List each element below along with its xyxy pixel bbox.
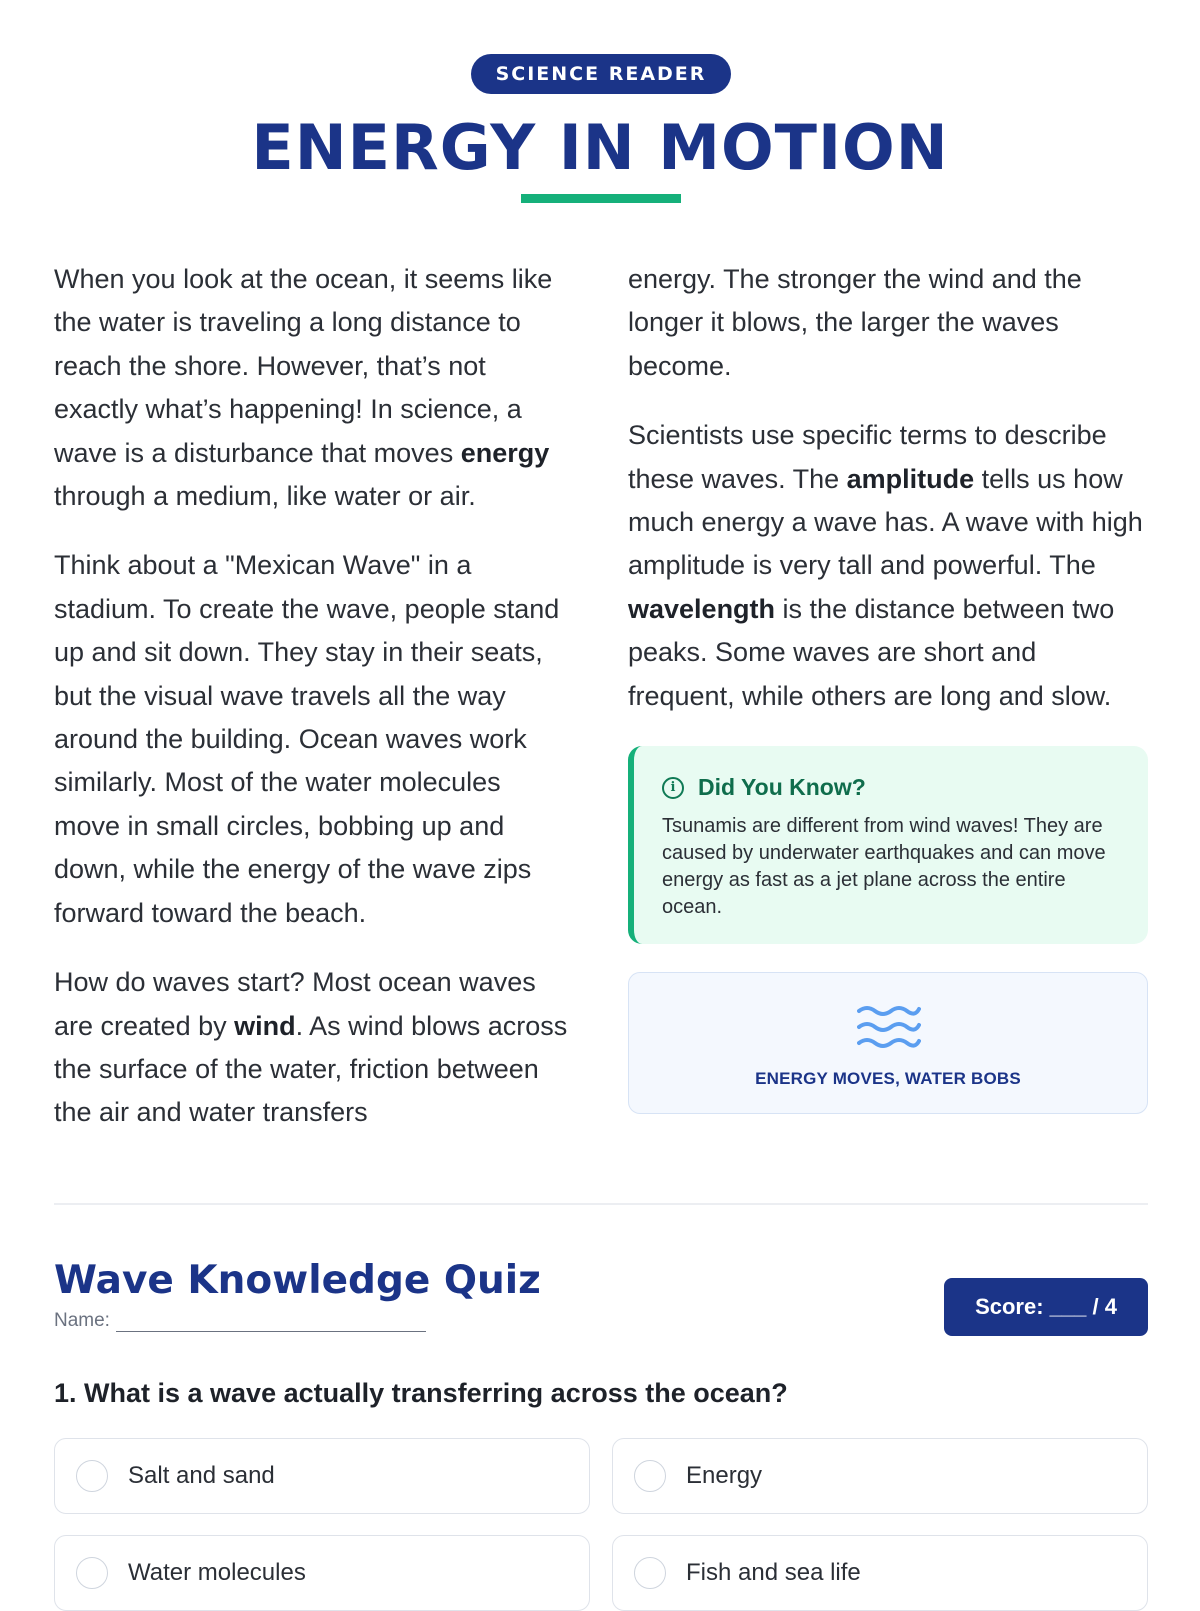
did-you-know-header xyxy=(662,774,1118,801)
answer-option-label: Water molecules xyxy=(128,1559,306,1586)
article-paragraph: How do waves start? Most ocean waves are created by wind. As wind blows across the surface of the water, friction between the air and water transfers xyxy=(54,967,568,1128)
answer-option[interactable] xyxy=(612,1438,1148,1514)
answer-option-label: Energy xyxy=(686,1462,763,1489)
title-underline xyxy=(521,194,681,203)
section-divider xyxy=(54,1203,1148,1205)
article-paragraph: When you look at the ocean, it seems like the water is traveling a long distance to reach the shore. However, that’s not exactly what’s happening! In science, a wave is a disturbance that moves energy through a medium, like water or air. xyxy=(54,264,553,512)
article-paragraph: Think about a "Mexican Wave" in a stadium. To create the wave, people stand up and sit down. They stay in their seats, but the visual wave travels all the way around the building. Ocean waves work similarly. Most of the water molecules move in small circles, bobbing up and down, while the energy of the wave zips forward toward the beach. xyxy=(54,550,560,928)
did-you-know-body: Tsunamis are different from wind waves! They are caused by underwater earthquakes and can move energy as fast as a jet plane across the entire ocean. xyxy=(662,815,1106,918)
quiz-question: 1. What is a wave actually transferring across the ocean? xyxy=(54,1378,788,1408)
quiz-title: Wave Knowledge Quiz xyxy=(54,1258,541,1303)
page-title: ENERGY IN MOTION xyxy=(251,111,949,184)
section-badge: SCIENCE READER xyxy=(471,54,731,94)
article-paragraph: energy. The stronger the wind and the longer it blows, the larger the waves become. xyxy=(628,264,1082,381)
did-you-know-title: Did You Know? xyxy=(698,774,866,800)
radio-button[interactable] xyxy=(76,1557,108,1589)
score-box: Score: ___ / 4 xyxy=(944,1278,1148,1336)
key-term: wind xyxy=(234,1010,296,1041)
figure-caption: ENERGY MOVES, WATER BOBS xyxy=(755,1069,1021,1088)
name-field[interactable] xyxy=(54,1310,426,1332)
answer-option[interactable] xyxy=(54,1438,590,1514)
radio-button[interactable] xyxy=(76,1460,108,1492)
name-label: Name: xyxy=(54,1310,110,1331)
info-icon: i xyxy=(662,777,684,799)
answer-option-label: Fish and sea life xyxy=(686,1559,861,1586)
did-you-know-box xyxy=(628,746,1148,944)
radio-button[interactable] xyxy=(634,1557,666,1589)
waves-icon xyxy=(857,1003,921,1051)
wave-figure xyxy=(628,972,1148,1114)
radio-button[interactable] xyxy=(634,1460,666,1492)
answer-option-label: Salt and sand xyxy=(128,1462,275,1489)
key-term: energy xyxy=(460,437,550,468)
name-blank-line[interactable] xyxy=(116,1313,426,1332)
key-term: amplitude xyxy=(846,463,975,494)
article-paragraph: Scientists use specific terms to describe these waves. The amplitude tells us how much energy a wave has. A wave with high amplitude is very tall and powerful. The wavelength is the distance between two peaks. Some waves are short and frequent, while others are long and slow. xyxy=(628,420,1143,711)
key-term: wavelength xyxy=(628,593,776,624)
article-column-right xyxy=(628,258,1148,744)
article-column-left xyxy=(54,258,569,1161)
